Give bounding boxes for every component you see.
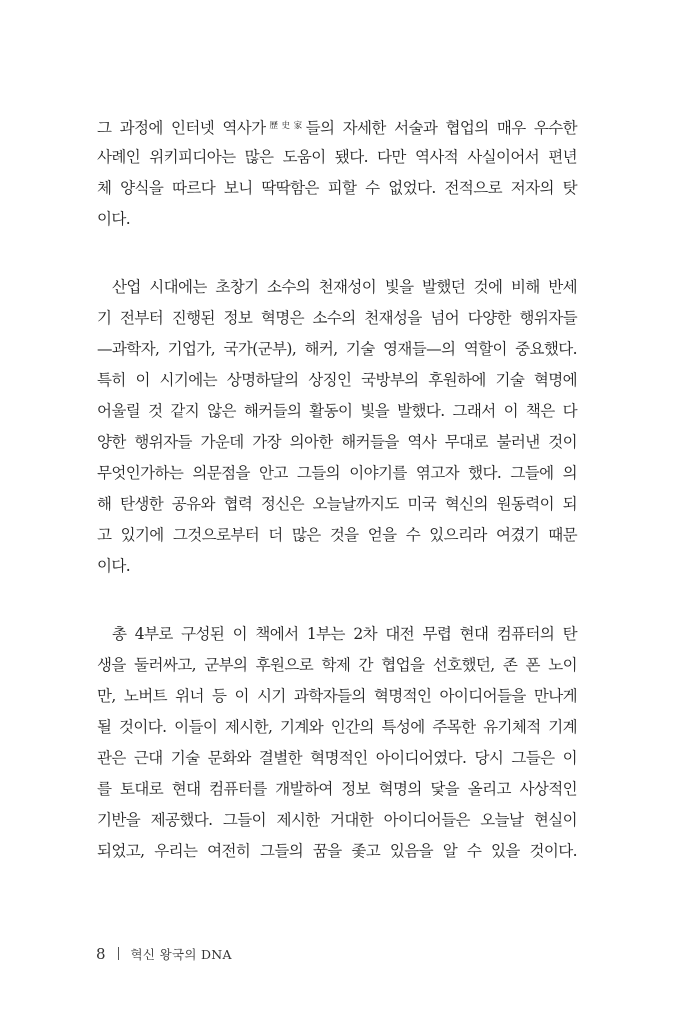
- running-title: 혁신 왕국의 DNA: [130, 947, 232, 962]
- text-line: 기반을 제공했다. 그들이 제시한 거대한 아이디어들은 오늘날 현실이: [97, 811, 577, 829]
- text-line: 를 토대로 현대 컴퓨터를 개발하여 정보 혁명의 닻을 올리고 사상적인: [97, 780, 577, 798]
- body-text: [97, 111, 577, 867]
- page-number: 8: [96, 945, 106, 963]
- text-line: 되었고, 우리는 여전히 그들의 꿈을 좇고 있음을 알 수 있을 것이다.: [97, 842, 577, 860]
- text-line: 생을 둘러싸고, 군부의 후원으로 학제 간 협업을 선호했던, 존 폰 노이: [97, 656, 577, 674]
- paragraph-1: [97, 111, 577, 235]
- text-line: —과학자, 기업가, 국가(군부), 해커, 기술 영재들—의 역할이 중요했다.: [97, 340, 577, 358]
- text-line: 사례인 위키피디아는 많은 도움이 됐다. 다만 역사적 사실이어서 편년: [97, 148, 577, 166]
- text-line: [97, 111, 577, 142]
- paragraph-2: [97, 272, 577, 582]
- text-line: 될 것이다. 이들이 제시한, 기계와 인간의 특성에 주목한 유기체적 기계: [97, 718, 577, 736]
- text-line: 특히 이 시기에는 상명하달의 상징인 국방부의 후원하에 기술 혁명에: [97, 371, 577, 389]
- text-line: 어울릴 것 같지 않은 해커들의 활동이 빛을 발했다. 그래서 이 책은 다: [97, 402, 577, 420]
- text-run: 들의 자세한 서술과 협업의 매우 우수한: [305, 119, 577, 137]
- text-line: 만, 노버트 위너 등 이 시기 과학자들의 혁명적인 아이디어들을 만나게: [97, 687, 577, 705]
- text-line: 양한 행위자들 가운데 가장 의아한 해커들을 역사 무대로 불러낸 것이: [97, 433, 577, 451]
- text-line: 총 4부로 구성된 이 책에서 1부는 2차 대전 무렵 현대 컴퓨터의 탄: [112, 625, 577, 643]
- page-footer: [96, 944, 232, 964]
- text-line: 고 있기에 그것으로부터 더 많은 것을 얻을 수 있으리라 여겼기 때문: [97, 526, 577, 544]
- paragraph-spacer: [97, 582, 577, 619]
- paragraph-3: [97, 619, 577, 867]
- text-line: 해 탄생한 공유와 협력 정신은 오늘날까지도 미국 혁신의 원동력이 되: [97, 495, 577, 513]
- text-line: 기 전부터 진행된 정보 혁명은 소수의 천재성을 넘어 다양한 행위자들: [97, 309, 577, 327]
- text-line: 이다.: [97, 557, 131, 575]
- hanja-gloss: 歷史家: [265, 121, 306, 131]
- text-line: 산업 시대에는 초창기 소수의 천재성이 빛을 발했던 것에 비해 반세: [112, 278, 577, 296]
- paragraph-spacer: [97, 235, 577, 272]
- text-line: 무엇인가하는 의문점을 안고 그들의 이야기를 엮고자 했다. 그들에 의: [97, 464, 577, 482]
- text-line: 체 양식을 따르다 보니 딱딱함은 피할 수 없었다. 전적으로 저자의 탓: [97, 179, 577, 197]
- text-line: 이다.: [97, 210, 131, 228]
- text-line: 관은 근대 기술 문화와 결별한 혁명적인 아이디어였다. 당시 그들은 이: [97, 749, 577, 767]
- footer-divider: [118, 947, 119, 960]
- text-run: 그 과정에 인터넷 역사가: [97, 119, 266, 137]
